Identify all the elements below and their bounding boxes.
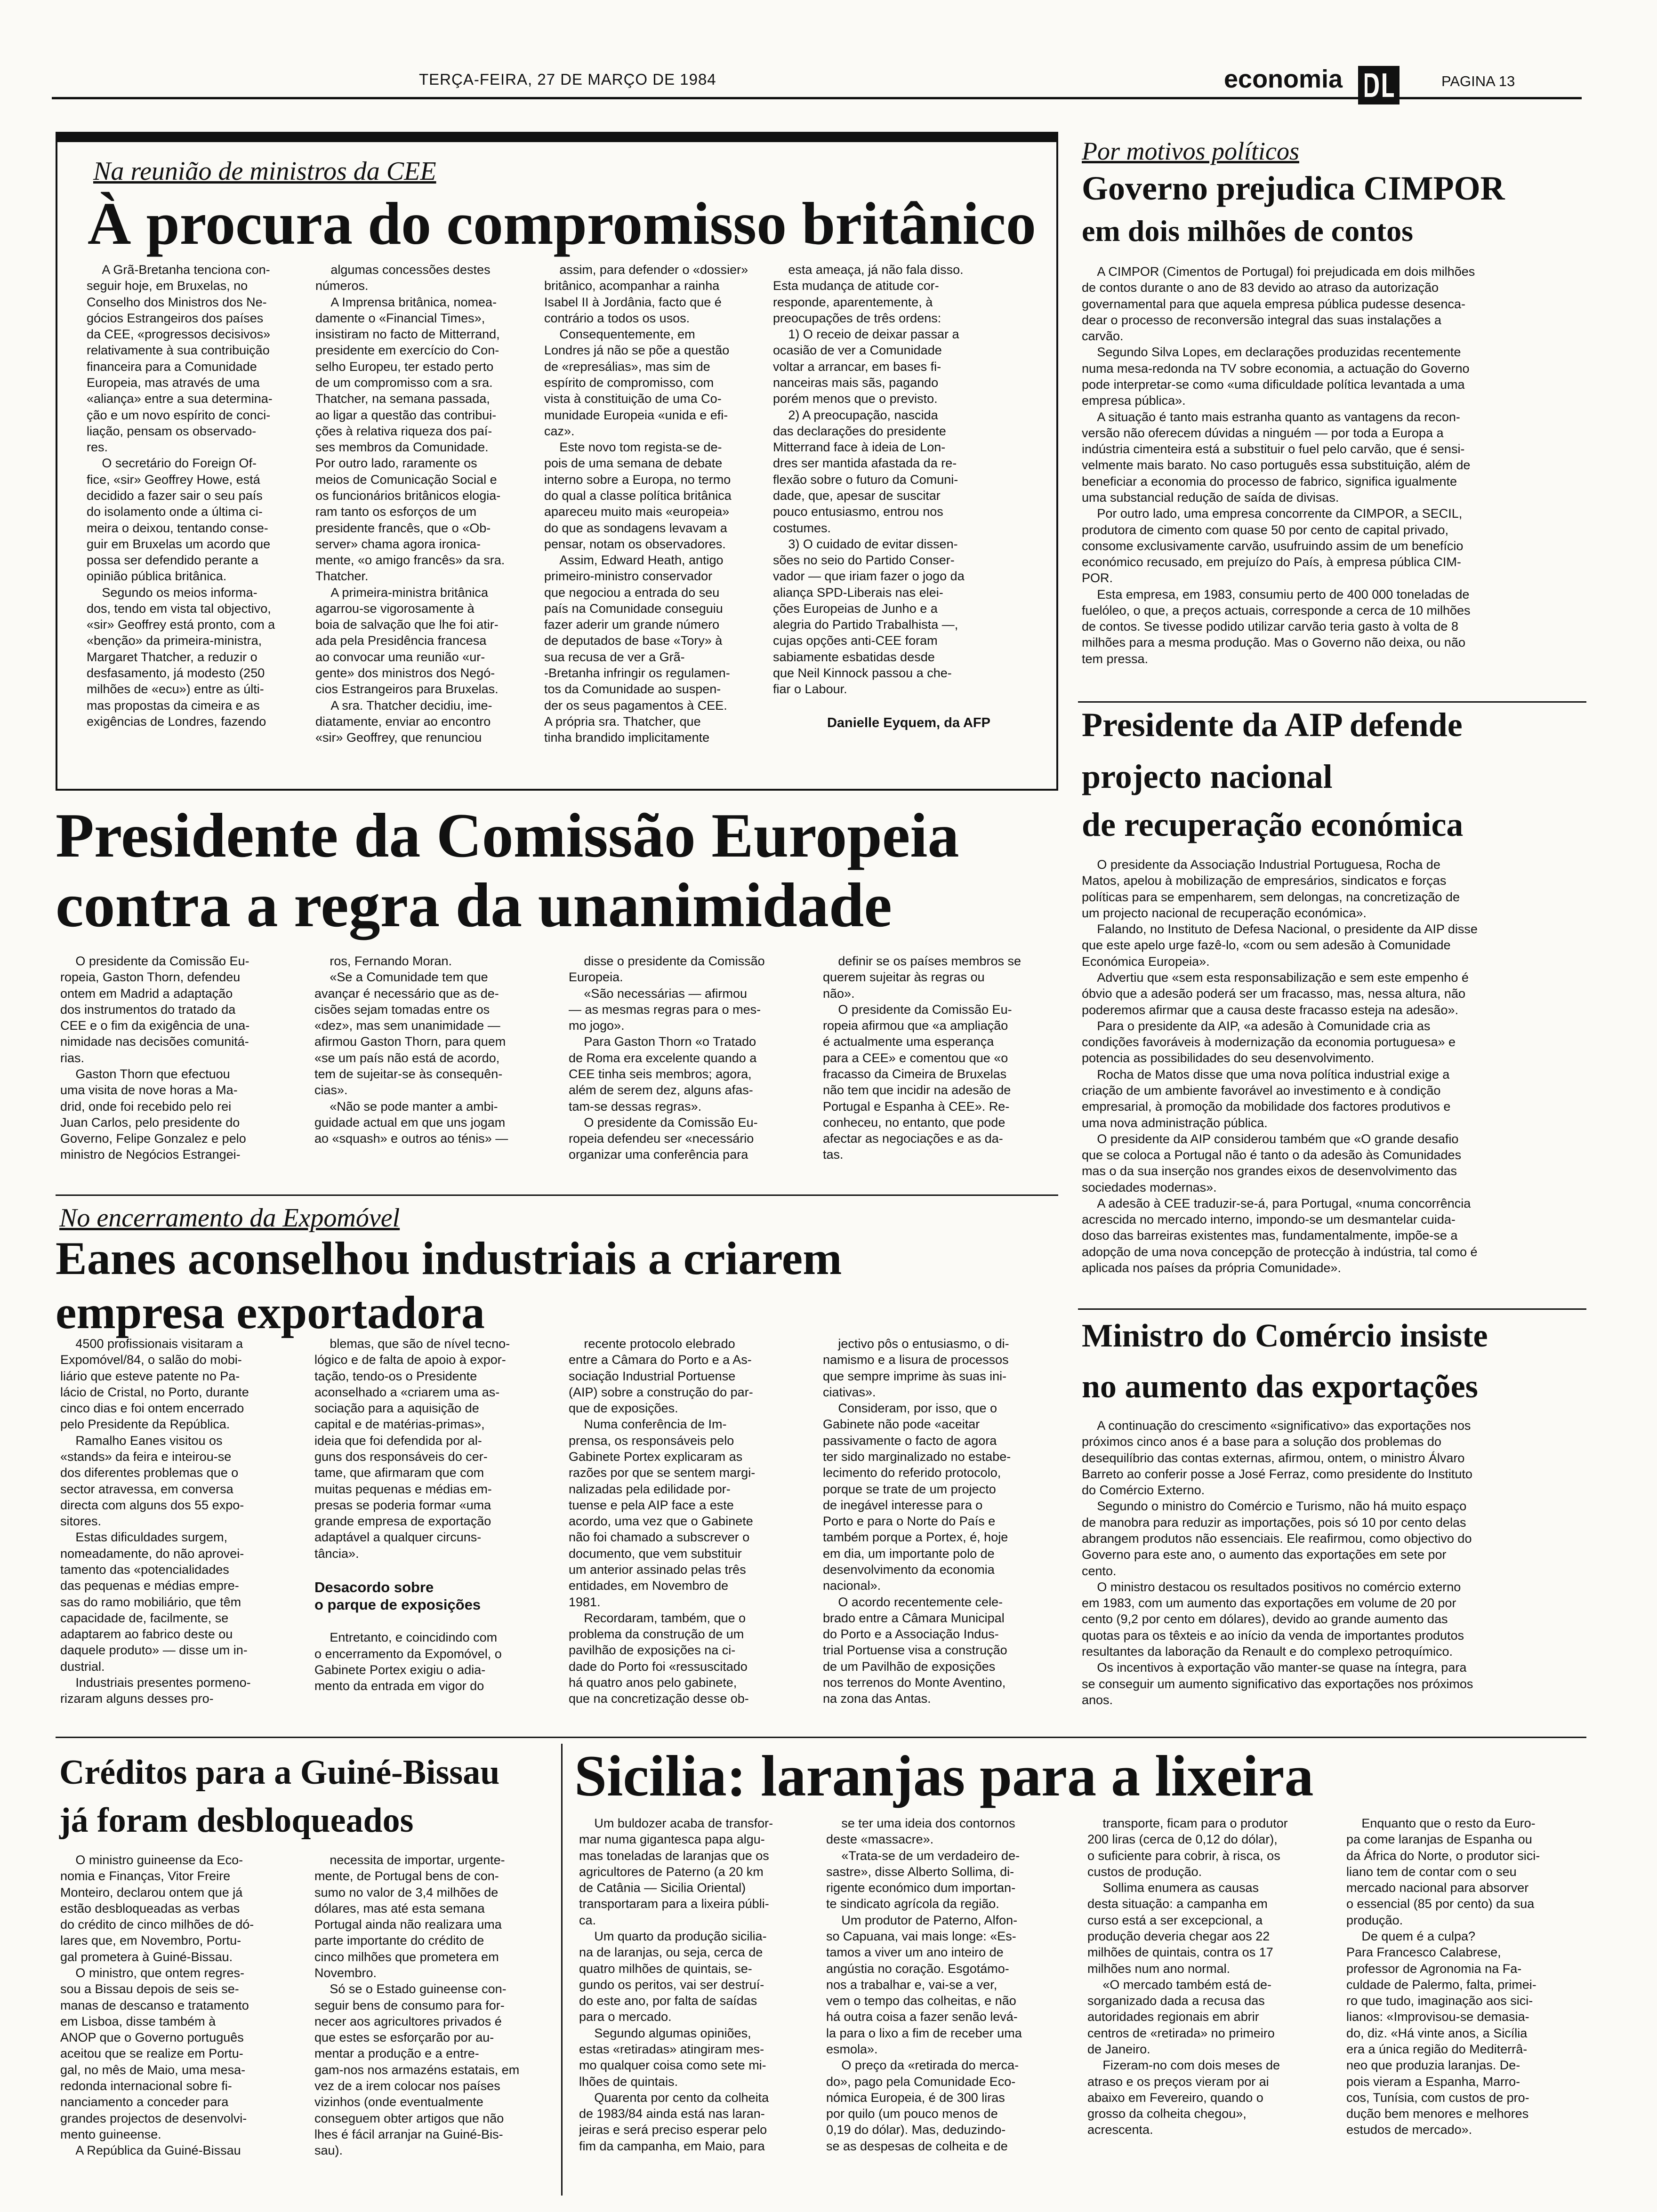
paragraph: Recordaram, também, que o problema da construção de um pavilhão de exposições na ci- dade do Porto foi «ressuscitado há quatro anos pelo gabinete, que na concretização desse ob-: [569, 1611, 749, 1706]
paragraph: 4500 profissionais visitaram a Expomóvel/84, o salão do mobi- liário que esteve patente no Pa- lácio de Cristal, no Porto, durante cinco dias e foi ontem encerrado pelo Presidente da República.: [60, 1337, 249, 1432]
paragraph: Um produtor de Paterno, Alfon- so Capuana, vai mais longe: «Es- tamos a viver um ano inteiro de angústia no coração. Esgotámo- nos a trabalhar e, vai-se a ver, vem o tempo das colheitas, e não há outra coisa a fazer senão levá- la para o lixo a fim de receber uma esmola».: [826, 1913, 1022, 2056]
paragraph: A República da Guiné-Bissau: [75, 2143, 241, 2158]
article-column: [579, 1815, 810, 2201]
paragraph: O presidente da Comissão Eu- ropeia afirmou que «a ampliação é actualmente uma esperança para a CEE» e comentou que «o fracasso da Cimeira de Bruxelas não tem que incidir na adesão de Portugal e Espanha à CEE». Re- conheceu, no entanto, que pode afectar as negociações e as da- tas.: [823, 1002, 1012, 1162]
paragraph: blemas, que são de nível tecno- lógico e de falta de apoio à expor- tação, tendo-os o Presidente aconselhado a «criarem uma as- sociação para a aquisição de capital e de matérias-primas», ideia que foi defendida por al- guns dos responsáveis do cer- tame, que afirmaram que com muitas pequenas e médias em- presas se poderia formar «uma grande empresa de exportação adaptável a qualquer circuns- tância».: [314, 1337, 510, 1561]
article-column: [544, 262, 762, 775]
paragraph: Segundo os meios informa- dos, tendo em vista tal objectivo, «sir» Geoffrey está pronto, com a «benção» da primeira-ministra, Margaret Thatcher, a reduzir o desfasamento, já modesto (250 milhões de «ecu») entre as últi- mas propostas da cimeira e as exigências de Londres, fazendo: [87, 585, 275, 729]
paragraph: O ministro destacou os resultados positivos no comércio externo em 1983, com um aumento das exportações em volume de 20 por cento (9,2 por cento em dólares), devido ao grande aumento das quotas para os têxteis e ao início da venda de importantes produtos resultantes da laboração da Renault e do complexo petroquímico.: [1082, 1579, 1464, 1659]
paragraph: A adesão à CEE traduzir-se-á, para Portugal, «numa concorrência acrescida no mercado interno, impondo-se um desmantelar cuida- doso das barreiras existentes mas, fundamentalmente, impõe-se a adopção de uma nova concepção de protecção à indústria, tal como é aplicada nos países da própria Comunidade».: [1082, 1196, 1478, 1275]
paragraph: A sra. Thatcher decidiu, ime- diatamente, enviar ao encontro «sir» Geoffrey, que renunciou: [315, 698, 492, 745]
column-rule: [1078, 1308, 1586, 1310]
article-headline: À procura do compromisso britânico: [88, 190, 1036, 257]
paragraph: Sollima enumera as causas desta situação: a campanha em curso está a ser excepcional, a produção deveria chegar aos 22 milhões de quintais, contra os 17 milhões num ano normal.: [1087, 1881, 1273, 1976]
paragraph: A Grã-Bretanha tenciona con- seguir hoje, em Bruxelas, no Conselho dos Ministros dos Ne- gócios Estrangeiros dos países da CEE, «progressos decisivos» relativamente à sua contribuição financeira para a Comunidade Europeia, mas através de uma «aliança» entre a sua determina- ção e um novo espírito de conci- liação, pensam os observado- res.: [87, 263, 273, 455]
article-headline: Eanes aconselhou industriais a criarem: [56, 1232, 842, 1284]
article-column: [823, 953, 1049, 1184]
article-comercio: [1078, 1318, 1586, 1732]
paragraph: 1) O receio de deixar passar a ocasião de ver a Comunidade voltar a arrancar, em bases fi- nanceiras mais sãs, pagando porém menos que o previsto.: [773, 327, 959, 406]
paragraph: ros, Fernando Moran.: [330, 954, 452, 968]
article-column: [315, 262, 533, 775]
paragraph: O ministro guineense da Eco- nomia e Finanças, Vitor Freire Monteiro, declarou ontem que já estão desbloqueadas as verbas do crédito de cinco milhões de dó- lares que, em Novembro, Portu- gal prometera à Guiné-Bissau.: [60, 1853, 254, 1964]
paragraph: O ministro, que ontem regres- sou a Bissau depois de seis se- manas de descanso e tratamento em Lisboa, disse também à ANOP que o Governo português aceitou que se realize em Portu- gal, no mês de Maio, uma mesa- redonda internacional sobre fi- nanciamento a conceder para grandes projectos de desenvolvi- mento guineense.: [60, 1965, 249, 2141]
paragraph: De quem é a culpa? Para Francesco Calabrese, professor de Agronomia na Fa- culdade de Palermo, falta, primei- ro que tudo, imaginação aos sici- lianos: «Improvisou-se demasia- do, diz. «Há vinte anos, a Sicília era a única região do Mediterrâ- neo que produzia laranjas. De- pois vieram a Espanha, Marro- cos, Tunísia, com custos de pro- dução bem menores e melhores estudos de mercado».: [1346, 1929, 1536, 2137]
article-body: [1082, 264, 1576, 687]
article-column: [569, 953, 795, 1184]
paragraph: A primeira-ministra britânica agarrou-se vigorosamente à boia de salvação que lhe foi atir- ada pela Presidência francesa ao convocar uma reunião «ur- gente» dos ministros dos Negó- cios Estrangeiros para Bruxelas.: [315, 585, 499, 697]
article-kicker: No encerramento da Expomóvel: [59, 1203, 400, 1233]
paragraph: Os incentivos à exportação vão manter-se quase na íntegra, para se conseguir um aumento significativo das exportações nos próximos anos.: [1082, 1660, 1473, 1707]
paragraph: Segundo o ministro do Comércio e Turismo, não há muito espaço de manobra para reduzir as importações, pois só 10 por cento delas abrangem produtos não essenciais. Ele reafirmou, como objectivo do Governo para este ano, o aumento das exportações em sete por cento.: [1082, 1499, 1472, 1578]
paragraph: Um quarto da produção sicilia- na de laranjas, ou seja, cerca de quatro milhões de quintais, se- gundo os peritos, vai ser destruí- do este ano, por falta de saídas para o mercado.: [579, 1929, 767, 2024]
paragraph: Por outro lado, uma empresa concorrente da CIMPOR, a SECIL, produtora de cimento com quase 50 por cento de capital privado, consome exclusivamente carvão, usufruindo assim de um benefício económico recusado, em prejuízo do País, à empresa pública CIM- POR.: [1082, 506, 1464, 585]
article-eanes: [56, 1199, 1058, 1731]
article-headline: já foram desbloqueados: [59, 1801, 414, 1840]
article-headline: contra a regra da unanimidade: [56, 870, 892, 940]
paragraph: Segundo algumas opiniões, estas «retiradas» atingiram mes- mo qualquer coisa como sete mi- lhões de quintais.: [579, 2026, 766, 2089]
article-headline: em dois milhões de contos: [1082, 214, 1413, 248]
page-number: PAGINA 13: [1441, 73, 1515, 89]
paragraph: O secretário do Foreign Of- fice, «sir» Geoffrey Howe, está decidido a fazer sair o seu país do isolamento onde a última ci- meira o deixou, tentando conse- guir em Bruxelas um acordo que possa ser defendido perante a opinião pública britânica.: [87, 456, 271, 584]
paragraph: Este novo tom regista-se de- pois de uma semana de debate interno sobre a Europa, no termo do qual a classe política britânica apareceu muito mais «europeia» do que as sondagens levavam a pensar, notam os observadores.: [544, 440, 732, 551]
article-guine: [56, 1744, 555, 2205]
article-headline: projecto nacional: [1082, 758, 1333, 795]
page-header: [0, 0, 1657, 106]
paragraph: algumas concessões destes números.: [315, 263, 491, 293]
paragraph: O preço da «retirada do merca- do», pago pela Comunidade Eco- nómica Europeia, é de 300 liras por quilo (um pouco menos de 0,19 do dólar). Mas, deduzindo- se as despesas de colheita e de: [826, 2058, 1019, 2153]
paragraph: Falando, no Instituto de Defesa Nacional, o presidente da AIP disse que este apelo urge fazê-lo, «com ou sem adesão à Comunidade Económica Europeia».: [1082, 922, 1478, 969]
article-headline: de recuperação económica: [1082, 806, 1464, 843]
article-britanico: [56, 132, 1058, 791]
paragraph: Esta empresa, em 1983, consumiu perto de 400 000 toneladas de fuelóleo, o que, a preços actuais, corresponde a cerca de 10 milhões de contos. Se tivesse podido utilizar carvão teria gasto à volta de 8 milhões para a mesma produção. Mas o Governo não deixa, ou não tem pressa.: [1082, 587, 1471, 666]
article-headline: Créditos para a Guiné-Bissau: [59, 1753, 500, 1792]
article-kicker: Na reunião de ministros da CEE: [93, 157, 436, 186]
paragraph: Consideram, por isso, que o Gabinete não pode «aceitar passivamente o facto de agora ter sido marginalizado no estabe- lecimento do referido protocolo, porque se trate de um projecto de inegável interesse para o Porto e para o Norte do País e também porque a Portex, é, hoje em dia, um importante polo de desenvolvimento da economia nacional».: [823, 1401, 1011, 1593]
article-column: [773, 262, 990, 775]
paragraph: A situação é tanto mais estranha quanto as vantagens da recon- versão não oferecem dúvidas a ninguém — por toda a Europa a indústria cimenteira está a substituir o fuel pelo carvão, que é sensi- velmente mais barato. No caso português essa substituição, além de beneficiar a economia do processo de fabrico, significa igualmente uma substancial redução de saída de divisas.: [1082, 409, 1471, 505]
article-comissao: [56, 800, 1058, 1191]
paragraph: Segundo Silva Lopes, em declarações produzidas recentemente numa mesa-redonda na TV sobre economia, a actuação do Governo pode interpretar-se como «uma dificuldade política levantada a uma empresa pública».: [1082, 345, 1470, 408]
paragraph: assim, para defender o «dossier» britânico, acompanhar a rainha Isabel II à Jordânia, facto que é contrário a todos os usos.: [544, 263, 748, 325]
paragraph: esta ameaça, já não fala disso. Esta mudança de atitude cor- responde, aparentemente, à preocupações de três ordens:: [773, 263, 964, 325]
paragraph: Advertiu que «sem esta responsabilização e sem este empenho é óbvio que a adesão poderá ser um fracasso, mas, nessa altura, não poderemos afirmar que a causa deste fracasso esteja na adesão».: [1082, 970, 1469, 1017]
paragraph: «Se a Comunidade tem que avançar é necessário que as de- cisões sejam tomadas entre os «dez», mas sem unanimidade — afirmou Gaston Thorn, para quem «se um país não está de acordo, tem de sujeitar-se às consequên- cias».: [314, 970, 506, 1098]
paragraph: Só se o Estado guineense con- seguir bens de consumo para for- necer aos agricultores privados é que estes se esforçarão por au- mentar a produção e a entre- gam-nos nos armazéns estatais, em vez de a irem colocar nos países vizinhos (onde eventualmente conseguem obter artigos que não lhes é fácil arranjar na Guiné-Bis- sau).: [314, 1982, 520, 2158]
article-column: [314, 1336, 540, 1722]
article-column: [823, 1336, 1049, 1722]
paragraph: O presidente da Comissão Eu- ropeia, Gaston Thorn, defendeu ontem em Madrid a adaptação dos instrumentos do tratado da CEE e o fim da exigência de una- nimidade nas decisões comunitá- rias.: [60, 954, 250, 1065]
paragraph: disse o presidente da Comissão Europeia.: [569, 954, 765, 985]
paragraph: Ramalho Eanes visitou os «stands» da feira e inteirou-se dos diferentes problemas que o sector atravessa, em conversa directa com alguns dos 55 expo- sitores.: [60, 1433, 244, 1529]
article-cimpor: [1078, 132, 1586, 697]
article-headline: Presidente da AIP defende: [1082, 706, 1463, 744]
paragraph: O acordo recentemente cele- brado entre a Câmara Municipal do Porto e a Associação Indus- trial Portuense visa a construção de um Pavilhão de exposições nos terrenos do Monte Aventino, na zona das Antas.: [823, 1595, 1007, 1706]
section-rule: [56, 1194, 1058, 1196]
paragraph: Numa conferência de Im- prensa, os responsáveis pelo Gabinete Portex explicaram as razões por que se sentem margi- nalizadas pela edilidade por- tuense e pela AIP face a este acordo, uma vez que o Gabinete não foi chamado a subscrever o documento, que vem substituir um anterior assinado pelas três entidades, em Novembro de 1981.: [569, 1417, 756, 1609]
paragraph: recente protocolo elebrado entre a Câmara do Porto e a As- sociação Industrial Portuense (AIP) sobre a construção do par- que de exposições.: [569, 1337, 753, 1416]
paragraph: A continuação do crescimento «significativo» das exportações nos próximos cinco anos é a base para a solução dos problemas do desequilíbrio das contas externas, afirmou, ontem, o ministro Álvaro Barreto ao conferir posse a José Ferraz, como presidente do Instituto do Comércio Externo.: [1082, 1419, 1472, 1498]
article-body: [1082, 857, 1576, 1290]
article-column: [1087, 1815, 1318, 2201]
article-kicker: Por motivos políticos: [1082, 137, 1299, 165]
article-headline: Presidente da Comissão Europeia: [56, 801, 959, 870]
paragraph: A CIMPOR (Cimentos de Portugal) foi prejudicada em dois milhões de contos durante o ano de 83 devido ao atraso da autorização governamental para que aquela empresa pública pudesse desenca- dear o processo de reconversão integral das suas instalações a carvão.: [1082, 264, 1475, 344]
article-column: [314, 953, 540, 1184]
article-headline: Sicilia: laranjas para a lixeira: [574, 1744, 1314, 1808]
article-column: [60, 1336, 286, 1722]
paragraph: Enquanto que o resto da Euro- pa come laranjas de Espanha ou da África do Norte, o produtor sici- liano tem de contar com o seu mercado nacional para absorver o essencial (85 por cento) da sua produção.: [1346, 1816, 1540, 1927]
article-headline: no aumento das exportações: [1082, 1369, 1478, 1405]
paragraph: «O mercado também está de- sorganizado dada a recusa das autoridades regionais em abrir centros de «retirada» no primeiro de Janeiro.: [1087, 1977, 1275, 2056]
paragraph: Consequentemente, em Londres já não se põe a questão de «represálias», mas sim de espírito de compromisso, com vista à constituição de uma Co- munidade Europeia «unida e efi- caz».: [544, 327, 730, 438]
paragraph: Rocha de Matos disse que uma nova política industrial exige a criação de um ambiente favorável ao investimento e à condição empresarial, à promoção da mobilidade dos factores produtivos e uma nova administração pública.: [1082, 1067, 1451, 1130]
paragraph: Quarenta por cento da colheita de 1983/84 ainda está nas laran- jeiras e será preciso esperar pelo fim da campanha, em Maio, para: [579, 2090, 769, 2153]
paragraph: definir se os países membros se querem sujeitar às regras ou não».: [823, 954, 1022, 1001]
article-sicilia: [570, 1744, 1586, 2205]
article-headline: Governo prejudica CIMPOR: [1082, 169, 1505, 207]
article-headline: empresa exportadora: [56, 1286, 485, 1338]
article-body: [1082, 1418, 1576, 1728]
paragraph: «Trata-se de um verdadeiro de- sastre», disse Alberto Sollima, di- rigente económico dum importan- te sindicato agrícola da região.: [826, 1848, 1020, 1911]
article-headline: Ministro do Comércio insiste: [1082, 1318, 1488, 1354]
paragraph: se ter uma ideia dos contornos deste «massacre».: [826, 1816, 1015, 1847]
paragraph: Para o presidente da AIP, «a adesão à Comunidade cria as condições favoráveis à modernização da economia portuguesa» e potencia as possibilidades do seu desenvolvimento.: [1082, 1018, 1456, 1066]
paragraph: Gaston Thorn que efectuou uma visita de nove horas a Ma- drid, onde foi recebido pelo rei Juan Carlos, pelo presidente do Governo, Felipe Gonzalez e pelo ministro de Negócios Estrangei-: [60, 1066, 246, 1162]
paragraph: jectivo pôs o entusiasmo, o di- namismo e a lisura de processos que sempre imprime às suas ini- ciativas».: [823, 1337, 1009, 1399]
article-column: [60, 1852, 286, 2200]
paragraph: O presidente da AIP considerou também que «O grande desafio que se coloca a Portugal não é tanto o da adesão às Comunidades mas o da sua inserção nos grandes eixos de desenvolvimento das sociedades modernas».: [1082, 1131, 1462, 1194]
paragraph: Um buldozer acaba de transfor- mar numa gigantesca papa algu- mas toneladas de laranjas que os agricultores de Paterno (a 20 km de Catânia — Sicilia Oriental) transportaram para a lixeira públi- ca.: [579, 1816, 773, 1927]
byline: Danielle Eyquem, da AFP: [827, 715, 990, 730]
paragraph: Assim, Edward Heath, antigo primeiro-ministro conservador que negociou a entrada do seu país na Comunidade conseguiu fazer aderir um grande número de deputados de base «Tory» à sua recusa de ver a Grã- -Bretanha infringir os regulamen- tos da Comunidade ao suspen- der os seus pagamentos à CEE. A própria sra. Thatcher, que tinha brandido implicitamente: [544, 553, 730, 745]
section-name: economia: [1224, 65, 1343, 93]
subheading: Desacordo sobre o parque de exposições: [314, 1579, 481, 1613]
paragraph: «Não se pode manter a ambi- guidade actual em que uns jogam ao «squash» e outros ao ténis» —: [314, 1099, 508, 1146]
paragraph: Fizeram-no com dois meses de atraso e os preços vieram por ai abaixo em Fevereiro, quando o grosso da colheita chegou», acrescenta.: [1087, 2058, 1280, 2137]
paragraph: A Imprensa britânica, nomea- damente o «Financial Times», insistiram no facto de Mitterrand, presidente em exercício do Con- selho Europeu, ter estado perto de um compromisso com a sra. Thatcher, na semana passada, ao ligar a questão das contribui- ções à relativa riqueza dos paí- ses membros da Comunidade. Por outro lado, raramente os meios de Comunicação Social e os funcionários britânicos elogia- ram tanto os esforços de um presidente francês, que o «Ob- server» chama agora ironica- mente, «o amigo francês» da sra. Thatcher.: [315, 295, 505, 584]
paragraph: 2) A preocupação, nascida das declarações do presidente Mitterrand face à ideia de Lon- dres ser mantida afastada da re- flexão sobre o futuro da Comuni- dade, que, apesar de suscitar pouco entusiasmo, entrou nos costumes.: [773, 408, 958, 535]
paragraph: «São necessárias — afirmou — as mesmas regras para o mes- mo jogo».: [569, 986, 761, 1033]
paragraph: necessita de importar, urgente- mente, de Portugal bens de con- sumo no valor de 3,4 milhões de dólares, mas até esta semana Portugal ainda não realizara uma parte importante do crédito de cinco milhões que prometera em Novembro.: [314, 1853, 505, 1980]
paragraph: Para Gaston Thorn «o Tratado de Roma era excelente quando a CEE tinha seis membros; agora, além de serem dez, alguns afas- tam-se dessas regras».: [569, 1034, 757, 1114]
paragraph: transporte, ficam para o produtor 200 liras (cerca de 0,12 do dólar), o suficiente para cobrir, à risca, os custos de produção.: [1087, 1816, 1288, 1879]
paragraph: Entretanto, e coincidindo com o encerramento da Expomóvel, o Gabinete Portex exigiu o adia- mento da entrada em vigor do: [314, 1630, 502, 1693]
article-column: [569, 1336, 795, 1722]
header-rule: [52, 97, 1582, 99]
article-column: [87, 262, 304, 775]
column-rule: [561, 1744, 563, 2196]
paragraph: 3) O cuidado de evitar dissen- sões no seio do Partido Conser- vador — que iriam fazer o jogo da aliança SPD-Liberais nas elei- ções Europeias de Junho e a alegria do Partido Trabalhista —, cujas opções anti-CEE foram sabiamente esbatidas desde que Neil Kinnock passou a che- fiar o Labour.: [773, 537, 965, 697]
paragraph: O presidente da Comissão Eu- ropeia defendeu ser «necessário organizar uma conferência para: [569, 1115, 758, 1162]
article-aip: [1078, 706, 1586, 1299]
article-column: [826, 1815, 1057, 2201]
paragraph: O presidente da Associação Industrial Portuguesa, Rocha de Matos, apelou à mobilização de empresários, sindicatos e forças políticas para se empenharem, sem delongas, na concretização de um projecto nacional de recuperação económica».: [1082, 858, 1460, 920]
box-top-bar: [57, 134, 1056, 142]
column-rule: [1078, 701, 1586, 703]
section-rule: [56, 1737, 1586, 1738]
paragraph: Estas dificuldades surgem, nomeadamente, do não aprovei- tamento das «potencialidades das pequenas e médias empre- sas do ramo mobiliário, que têm capacidade de, facilmente, se adaptarem ao fabrico deste ou daquele produto» — disse um in- dustrial.: [60, 1530, 248, 1674]
header-date: TERÇA-FEIRA, 27 DE MARÇO DE 1984: [419, 71, 716, 88]
article-column: [314, 1852, 540, 2200]
paragraph: Industriais presentes pormeno- rizaram alguns desses pro-: [60, 1675, 251, 1706]
article-column: [60, 953, 286, 1184]
article-column: [1346, 1815, 1577, 2201]
